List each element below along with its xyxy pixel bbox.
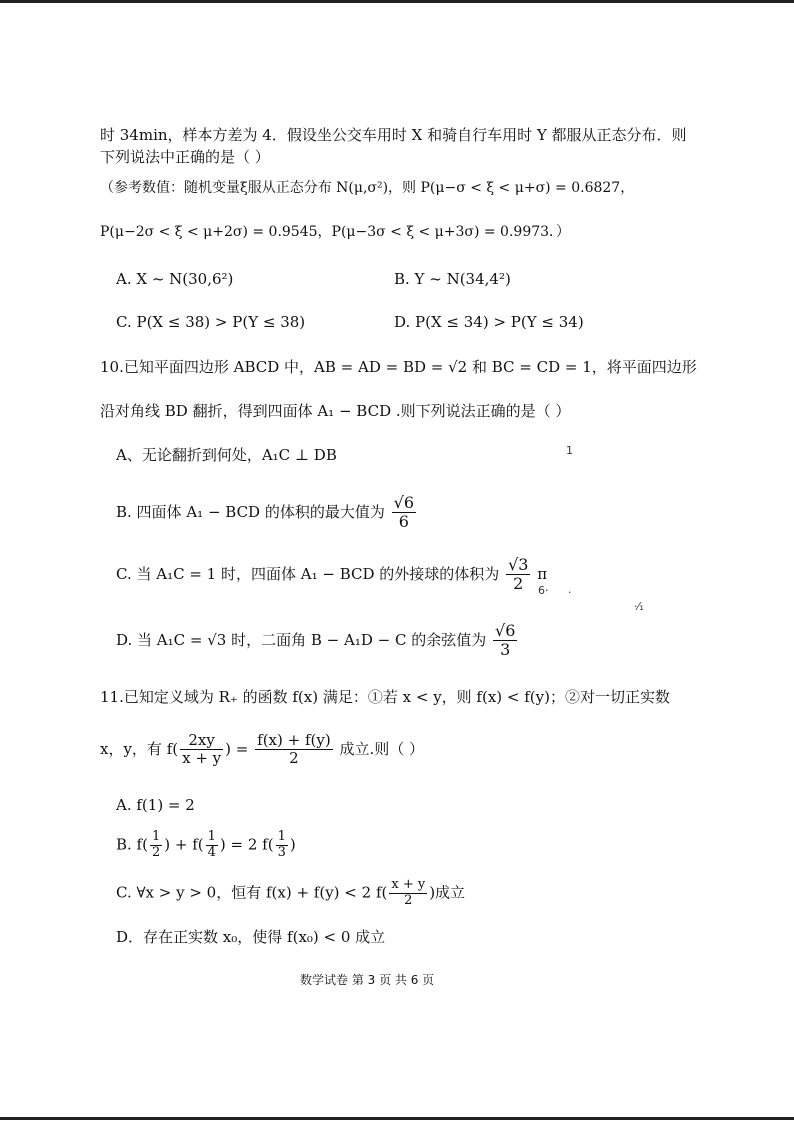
q11-option-b-fraction-2 [206, 830, 218, 861]
q11-line-2 [100, 732, 424, 768]
q11-option-b-prefix: B. f( [116, 835, 148, 854]
bottom-border-rule [0, 1117, 794, 1120]
q11-option-b-numerator-3: 1 [277, 829, 286, 844]
q11-line-2-numerator-1: 2xy [180, 732, 223, 750]
q11-option-b-numerator-1: 1 [151, 829, 161, 844]
q10-option-d [116, 622, 519, 660]
q11-option-b [116, 830, 296, 861]
q10-option-c-denominator: 2 [513, 574, 524, 594]
scan-mark-2: 6· [538, 584, 549, 597]
page-footer: 数学试卷 第 3 页 共 6 页 [300, 973, 435, 987]
scan-mark-4: ·⁄₁ [634, 600, 644, 613]
q11-option-c-suffix: )成立 [429, 883, 466, 902]
q9-reference-2: P(μ−2σ < ξ < μ+2σ) = 0.9545，P(μ−3σ < ξ < μ+3σ) = 0.9973．） [100, 224, 571, 240]
q11-option-b-denominator-2: 4 [207, 844, 216, 860]
q11-line-2-suffix: 成立.则（ ） [339, 739, 425, 758]
scan-mark-3: · [568, 586, 572, 599]
q10-option-c-fraction [506, 556, 530, 594]
q11-option-b-fraction-3 [276, 830, 288, 861]
q9-option-a: A. X ~ N(30,6²) [116, 270, 234, 288]
q11-option-b-denominator-1: 2 [151, 844, 161, 860]
q10-option-d-fraction [493, 622, 517, 660]
q10-option-c [116, 556, 547, 594]
q10-option-b-numerator: √6 [393, 493, 415, 512]
q9-option-c: C. P(X ≤ 38) > P(Y ≤ 38) [116, 313, 306, 331]
q11-line-2-equals: ) = [225, 739, 249, 758]
q10-option-c-pi: π [537, 564, 548, 583]
q9-line-1: 时 34min，样本方差为 4．假设坐公交车用时 X 和骑自行车用时 Y 都服从正态分布．则 [100, 126, 687, 144]
q11-option-c-denominator: 2 [404, 892, 413, 908]
q9-option-d: D. P(X ≤ 34) > P(Y ≤ 34) [394, 313, 584, 331]
q10-option-a: A、无论翻折到何处，A₁C ⊥ DB [116, 446, 337, 464]
q9-line-2: 下列说法中正确的是（ ） [100, 148, 270, 166]
q11-option-b-fraction-1 [150, 830, 162, 861]
q11-line-2-denominator-2: 2 [289, 749, 299, 768]
top-border-rule [0, 0, 794, 3]
q10-option-b-fraction [392, 494, 416, 532]
q11-line-2-denominator-1: x + y [182, 749, 222, 768]
q11-option-b-close: ) [289, 835, 296, 854]
q10-line-1: 10.已知平面四边形 ABCD 中，AB = AD = BD = √2 和 BC = CD = 1，将平面四边形 [100, 358, 697, 376]
q11-option-d: D．存在正实数 x₀，使得 f(x₀) < 0 成立 [116, 928, 386, 946]
q11-option-b-plus: ) + f( [164, 835, 204, 854]
q10-option-d-text: D. 当 A₁C = √3 时，二面角 B − A₁D − C 的余弦值为 [116, 630, 487, 649]
q11-option-a: A. f(1) = 2 [116, 796, 195, 814]
scan-mark-1: 1 [566, 444, 573, 457]
q9-reference-1: （参考数值：随机变量ξ服从正态分布 N(μ,σ²)，则 P(μ−σ < ξ < μ+σ) = 0.6827， [100, 180, 635, 196]
q11-line-2-numerator-2: f(x) + f(y) [257, 731, 331, 749]
q11-line-2-fraction-1 [180, 732, 223, 768]
q11-line-2-fraction-2 [255, 732, 333, 768]
q10-option-c-text: C. 当 A₁C = 1 时，四面体 A₁ − BCD 的外接球的体积为 [116, 564, 500, 583]
q11-option-c-numerator: x + y [391, 877, 426, 892]
q10-line-2: 沿对角线 BD 翻折，得到四面体 A₁ − BCD .则下列说法正确的是（ ） [100, 402, 571, 420]
q11-option-b-equals: ) = 2 f( [219, 835, 274, 854]
q10-option-d-numerator: √6 [495, 621, 516, 640]
q11-option-b-numerator-2: 1 [207, 829, 216, 844]
q10-option-c-numerator: √3 [508, 555, 529, 574]
q9-option-b: B. Y ~ N(34,4²) [394, 270, 511, 288]
q11-option-b-denominator-3: 3 [277, 844, 286, 860]
q10-option-b-denominator: 6 [398, 512, 409, 532]
q10-option-b [116, 494, 418, 532]
q10-option-b-text: B. 四面体 A₁ − BCD 的体积的最大值为 [116, 502, 385, 521]
q11-option-c [116, 878, 465, 909]
q11-option-c-text: C. ∀x > y > 0，恒有 f(x) + f(y) < 2 f( [116, 883, 388, 902]
q11-option-c-fraction [389, 878, 427, 909]
q10-option-d-denominator: 3 [500, 640, 511, 660]
q11-line-1: 11.已知定义域为 R₊ 的函数 f(x) 满足：①若 x < y，则 f(x) < f(y)；②对一切正实数 [100, 688, 670, 706]
q11-line-2-prefix: x，y，有 f( [100, 739, 179, 758]
